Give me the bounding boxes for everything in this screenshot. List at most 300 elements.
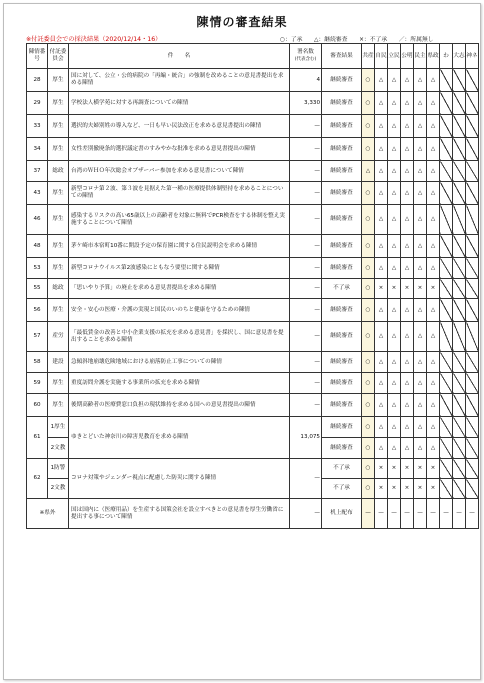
vote-cell: △	[401, 373, 414, 394]
result-cell: 継続審査	[322, 69, 362, 92]
subject-cell: 「最低賃金の改善と中小企業支援の拡充を求める意見書」を採択し、国に意見書を提出することを求める陳情	[69, 322, 290, 352]
vote-cell	[453, 205, 466, 235]
vote-cell	[466, 258, 479, 279]
vote-cell: ×	[427, 279, 440, 299]
vote-cell: △	[401, 352, 414, 373]
vote-cell: △	[414, 322, 427, 352]
committee-cell: 厚生	[48, 182, 69, 205]
vote-cell	[440, 438, 453, 459]
vote-cell: △	[401, 322, 414, 352]
vote-cell: △	[427, 299, 440, 322]
vote-cell: △	[414, 138, 427, 161]
vote-cell: △	[375, 138, 388, 161]
header-party-1: 自民	[375, 44, 388, 69]
header-subject: 件 名	[69, 44, 290, 69]
results-table	[26, 43, 479, 529]
legend: ○：了承 △：継続審査 ×：不了承 ／：所属無し	[280, 37, 434, 43]
committee-cell: 総政	[48, 161, 69, 182]
vote-cell: △	[388, 161, 401, 182]
subject-cell: 国に対して、公立・公的病院の「再編・統合」の強制を改めることの意見書提出を求める陳情	[69, 69, 290, 92]
vote-cell	[453, 258, 466, 279]
vote-cell: —	[453, 499, 466, 529]
table-row	[27, 161, 479, 182]
committee-cell: 厚生	[48, 115, 69, 138]
table-row	[27, 394, 479, 417]
header-result: 審査結果	[322, 44, 362, 69]
vote-cell: ×	[401, 459, 414, 479]
committee-cell: 厚生	[48, 138, 69, 161]
signatures-cell: —	[290, 258, 322, 279]
vote-cell: ×	[375, 279, 388, 299]
vote-cell	[453, 92, 466, 115]
table-row	[27, 279, 479, 299]
vote-cell	[440, 115, 453, 138]
vote-cell: △	[414, 373, 427, 394]
signatures-cell: —	[290, 115, 322, 138]
petition-number: 62	[27, 459, 48, 499]
committee-cell: 厚生	[48, 69, 69, 92]
result-cell: 継続審査	[322, 258, 362, 279]
vote-cell	[440, 138, 453, 161]
vote-cell: ○	[362, 352, 375, 373]
table-row	[27, 417, 479, 438]
subject-cell: 急傾斜地崩壊危険地域における崩落防止工事についての陳情	[69, 352, 290, 373]
vote-cell: △	[414, 69, 427, 92]
signatures-cell: —	[290, 322, 322, 352]
vote-cell: ○	[362, 235, 375, 258]
vote-cell: △	[401, 258, 414, 279]
header-party-6: わ	[440, 44, 453, 69]
vote-cell: —	[375, 499, 388, 529]
vote-cell: ×	[401, 479, 414, 499]
vote-cell: ×	[427, 459, 440, 479]
vote-cell	[466, 279, 479, 299]
vote-cell: △	[388, 394, 401, 417]
petition-number: 61	[27, 417, 48, 459]
vote-cell: △	[388, 138, 401, 161]
vote-cell: △	[401, 182, 414, 205]
vote-cell	[453, 138, 466, 161]
vote-cell: ×	[375, 479, 388, 499]
vote-cell: —	[440, 499, 453, 529]
vote-cell: △	[362, 161, 375, 182]
vote-cell: △	[427, 417, 440, 438]
vote-cell	[453, 438, 466, 459]
header-party-0: 共産	[362, 44, 375, 69]
result-cell: 不了承	[322, 479, 362, 499]
table-row	[27, 115, 479, 138]
header-party-2: 立民	[388, 44, 401, 69]
vote-cell: △	[388, 115, 401, 138]
vote-cell: ×	[388, 459, 401, 479]
vote-cell: △	[427, 69, 440, 92]
petition-number: 34	[27, 138, 48, 161]
result-cell: 継続審査	[322, 205, 362, 235]
vote-cell	[440, 322, 453, 352]
signatures-cell: —	[290, 205, 322, 235]
vote-cell: ×	[388, 279, 401, 299]
vote-cell: △	[388, 258, 401, 279]
signatures-cell: —	[290, 182, 322, 205]
vote-cell: △	[388, 438, 401, 459]
vote-cell: △	[401, 205, 414, 235]
vote-cell	[453, 373, 466, 394]
petition-number: 29	[27, 92, 48, 115]
vote-cell: △	[427, 115, 440, 138]
vote-cell: ×	[414, 279, 427, 299]
vote-cell: △	[375, 92, 388, 115]
vote-cell: ×	[427, 479, 440, 499]
vote-cell	[440, 459, 453, 479]
vote-cell: —	[427, 499, 440, 529]
vote-cell	[453, 417, 466, 438]
vote-cell	[466, 438, 479, 459]
signatures-cell: —	[290, 235, 322, 258]
vote-cell: △	[388, 92, 401, 115]
signatures-cell: 13,075	[290, 417, 322, 459]
signatures-cell: —	[290, 373, 322, 394]
vote-cell	[440, 69, 453, 92]
vote-cell: ○	[362, 182, 375, 205]
vote-cell: ×	[401, 279, 414, 299]
vote-cell	[453, 279, 466, 299]
petition-number: 37	[27, 161, 48, 182]
vote-cell: △	[388, 182, 401, 205]
signatures-cell: —	[290, 161, 322, 182]
vote-cell: ○	[362, 205, 375, 235]
table-row	[27, 235, 479, 258]
subject-cell: コロナ対策やジェンダー視点に配慮した防災に関する陳情	[69, 459, 290, 499]
signatures-cell: —	[290, 279, 322, 299]
table-row	[27, 459, 479, 479]
vote-cell	[440, 161, 453, 182]
vote-cell: △	[388, 299, 401, 322]
vote-cell	[453, 352, 466, 373]
petition-number: ※県外	[27, 499, 69, 529]
header-party-7: 大志	[453, 44, 466, 69]
vote-cell	[466, 417, 479, 438]
result-cell: 継続審査	[322, 438, 362, 459]
vote-cell	[440, 299, 453, 322]
vote-cell: △	[401, 138, 414, 161]
vote-cell: △	[375, 69, 388, 92]
vote-cell: △	[414, 394, 427, 417]
vote-cell: △	[401, 299, 414, 322]
vote-cell: △	[427, 92, 440, 115]
vote-cell: △	[414, 352, 427, 373]
subject-cell: 女性差別撤廃条約選択議定書のすみやかな批准を求める意見書提出の陳情	[69, 138, 290, 161]
vote-cell: △	[427, 394, 440, 417]
committee-cell: 建設	[48, 352, 69, 373]
vote-cell: ○	[362, 479, 375, 499]
signatures-cell: —	[290, 499, 322, 529]
vote-cell: ×	[388, 479, 401, 499]
vote-cell: △	[401, 92, 414, 115]
vote-cell	[453, 322, 466, 352]
vote-cell: △	[427, 182, 440, 205]
table-row	[27, 352, 479, 373]
vote-cell	[466, 394, 479, 417]
committee-cell: 厚生	[48, 92, 69, 115]
vote-cell: △	[375, 115, 388, 138]
committee-cell: 厚生	[48, 299, 69, 322]
vote-cell: △	[388, 69, 401, 92]
petition-number: 48	[27, 235, 48, 258]
subject-cell: 「思いやり予算」の廃止を求める意見書提出を求める陳情	[69, 279, 290, 299]
petition-number: 58	[27, 352, 48, 373]
committee-cell: 厚生	[48, 235, 69, 258]
table-row	[27, 322, 479, 352]
subject-cell: 安全・安心の医療・介護の実現と国民のいのちと健康を守るための陳情	[69, 299, 290, 322]
vote-cell	[440, 235, 453, 258]
vote-cell: △	[375, 258, 388, 279]
vote-cell: △	[388, 322, 401, 352]
committee-cell: 厚生	[48, 373, 69, 394]
vote-cell	[440, 479, 453, 499]
committee-cell: 厚生	[48, 258, 69, 279]
vote-cell: △	[414, 115, 427, 138]
vote-cell	[466, 69, 479, 92]
vote-cell	[440, 205, 453, 235]
vote-cell: ○	[362, 459, 375, 479]
header-signatures: 署名数 (代表含む)	[290, 44, 322, 69]
vote-cell	[453, 394, 466, 417]
subject-cell: 国は国内に（医療用品）を生産する国策会社を設立すべきとの意見書を厚生労働省に提出する事について陳情	[69, 499, 290, 529]
vote-cell	[440, 373, 453, 394]
vote-cell	[466, 459, 479, 479]
subject-cell: 台湾のＷＨＯ年次総会オブザーバー参加を求める意見書について陳情	[69, 161, 290, 182]
vote-cell: △	[375, 205, 388, 235]
vote-cell: △	[427, 352, 440, 373]
vote-cell: —	[466, 499, 479, 529]
vote-cell: △	[414, 182, 427, 205]
vote-cell: △	[427, 205, 440, 235]
vote-cell: △	[375, 322, 388, 352]
vote-cell: △	[401, 394, 414, 417]
vote-cell: △	[388, 373, 401, 394]
vote-cell: ○	[362, 394, 375, 417]
vote-cell	[453, 69, 466, 92]
vote-cell	[466, 182, 479, 205]
vote-cell: △	[414, 92, 427, 115]
vote-cell	[466, 92, 479, 115]
committee-cell: 2文教	[48, 438, 69, 459]
vote-cell	[466, 161, 479, 182]
signatures-cell: —	[290, 138, 322, 161]
result-cell: 継続審査	[322, 322, 362, 352]
vote-cell: △	[388, 352, 401, 373]
vote-cell: ○	[362, 299, 375, 322]
vote-cell: △	[414, 438, 427, 459]
vote-cell: —	[388, 499, 401, 529]
vote-cell	[453, 115, 466, 138]
vote-cell	[440, 352, 453, 373]
vote-cell: △	[427, 235, 440, 258]
vote-cell: ○	[362, 115, 375, 138]
vote-cell: △	[427, 322, 440, 352]
result-cell: 継続審査	[322, 352, 362, 373]
petition-number: 53	[27, 258, 48, 279]
vote-cell: ○	[362, 92, 375, 115]
subject-cell: ゆきとどいた神奈川の障害児教育を求める陳情	[69, 417, 290, 459]
result-cell: 継続審査	[322, 235, 362, 258]
vote-cell: △	[375, 438, 388, 459]
vote-cell: ○	[362, 373, 375, 394]
subtitle: ※付託委員会での採決結果（2020/12/14・16）	[26, 36, 162, 43]
table-row	[27, 499, 479, 529]
vote-cell	[466, 205, 479, 235]
result-cell: 継続審査	[322, 417, 362, 438]
page-title: 陳情の審査結果	[196, 15, 288, 29]
header-no: 陳情番号	[27, 44, 48, 69]
vote-cell	[453, 459, 466, 479]
committee-cell: 総政	[48, 279, 69, 299]
vote-cell: △	[427, 258, 440, 279]
header-party-5: 県政	[427, 44, 440, 69]
petition-number: 43	[27, 182, 48, 205]
table-row	[27, 299, 479, 322]
header-row	[27, 44, 479, 69]
result-cell: 継続審査	[322, 161, 362, 182]
vote-cell	[466, 322, 479, 352]
vote-cell	[466, 479, 479, 499]
petition-number: 60	[27, 394, 48, 417]
vote-cell: △	[401, 235, 414, 258]
table-row	[27, 258, 479, 279]
petition-number: 56	[27, 299, 48, 322]
vote-cell: △	[401, 69, 414, 92]
vote-cell: ×	[414, 479, 427, 499]
vote-cell	[453, 299, 466, 322]
petition-number: 59	[27, 373, 48, 394]
vote-cell	[440, 182, 453, 205]
committee-cell: 2文教	[48, 479, 69, 499]
result-cell: 継続審査	[322, 115, 362, 138]
signatures-cell: 3,330	[290, 92, 322, 115]
signatures-cell: —	[290, 352, 322, 373]
result-cell: 継続審査	[322, 299, 362, 322]
vote-cell: △	[375, 182, 388, 205]
vote-cell: △	[414, 299, 427, 322]
vote-cell: △	[375, 161, 388, 182]
vote-cell: ○	[362, 417, 375, 438]
vote-cell	[466, 115, 479, 138]
result-cell: 机上配布	[322, 499, 362, 529]
vote-cell: ×	[414, 459, 427, 479]
result-cell: 不了承	[322, 459, 362, 479]
vote-cell: △	[414, 205, 427, 235]
vote-cell: △	[401, 438, 414, 459]
vote-cell: ○	[362, 138, 375, 161]
vote-cell	[466, 299, 479, 322]
committee-cell: 厚生	[48, 205, 69, 235]
vote-cell: —	[362, 499, 375, 529]
vote-cell: △	[388, 235, 401, 258]
subject-cell: 重度訪問介護を実施する事業所の拡充を求める陳情	[69, 373, 290, 394]
result-cell: 継続審査	[322, 394, 362, 417]
vote-cell: ○	[362, 438, 375, 459]
vote-cell: △	[427, 438, 440, 459]
vote-cell: △	[375, 299, 388, 322]
petition-number: 57	[27, 322, 48, 352]
result-cell: 継続審査	[322, 373, 362, 394]
signatures-cell: 4	[290, 69, 322, 92]
vote-cell: △	[401, 115, 414, 138]
subject-cell: 学校法人横学苑に対する再調査についての陳情	[69, 92, 290, 115]
vote-cell: —	[414, 499, 427, 529]
signatures-cell: —	[290, 394, 322, 417]
vote-cell: △	[427, 138, 440, 161]
vote-cell	[440, 394, 453, 417]
result-cell: 継続審査	[322, 92, 362, 115]
table-row	[27, 92, 479, 115]
subject-cell: 感染するリスクの高い65歳以上の高齢者を対象に無料でPCR検査をする体制を整え実施することについて陳情	[69, 205, 290, 235]
subject-cell: 茅ケ崎市本宿町10番に開設予定の保育園に関する住民説明会を求める陳情	[69, 235, 290, 258]
vote-cell: ○	[362, 69, 375, 92]
petition-number: 28	[27, 69, 48, 92]
vote-cell: △	[427, 161, 440, 182]
table-row	[27, 69, 479, 92]
vote-cell	[466, 373, 479, 394]
vote-cell: ○	[362, 258, 375, 279]
vote-cell	[453, 235, 466, 258]
vote-cell: △	[388, 205, 401, 235]
vote-cell: ○	[362, 279, 375, 299]
vote-cell: △	[427, 373, 440, 394]
committee-cell: 厚生	[48, 394, 69, 417]
committee-cell: 産労	[48, 322, 69, 352]
vote-cell: △	[401, 161, 414, 182]
vote-cell	[453, 479, 466, 499]
vote-cell: △	[388, 417, 401, 438]
signatures-cell: —	[290, 459, 322, 499]
vote-cell: △	[414, 417, 427, 438]
vote-cell: ○	[362, 322, 375, 352]
petition-number: 55	[27, 279, 48, 299]
vote-cell: △	[401, 417, 414, 438]
vote-cell: △	[375, 394, 388, 417]
vote-cell: △	[375, 352, 388, 373]
table-row	[27, 138, 479, 161]
subject-cell: 新型コロナウイルス第2波感染にともなう要望に関する陳情	[69, 258, 290, 279]
vote-cell: △	[375, 373, 388, 394]
vote-cell	[440, 279, 453, 299]
vote-cell	[453, 182, 466, 205]
committee-cell: 1防警	[48, 459, 69, 479]
vote-cell: △	[375, 417, 388, 438]
table-row	[27, 182, 479, 205]
vote-cell	[440, 92, 453, 115]
signatures-cell: —	[290, 299, 322, 322]
result-cell: 不了承	[322, 279, 362, 299]
vote-cell: ×	[375, 459, 388, 479]
header-party-4: 民主	[414, 44, 427, 69]
petition-number: 46	[27, 205, 48, 235]
header-committee: 付託委員会	[48, 44, 69, 69]
table-row	[27, 373, 479, 394]
vote-cell	[453, 161, 466, 182]
vote-cell	[466, 235, 479, 258]
vote-cell: —	[401, 499, 414, 529]
petition-number: 33	[27, 115, 48, 138]
vote-cell	[466, 352, 479, 373]
vote-cell: △	[414, 235, 427, 258]
subject-cell: 選択的夫婦別姓の導入など、一日も早い民法改正を求める意見書提出の陳情	[69, 115, 290, 138]
result-cell: 継続審査	[322, 182, 362, 205]
table-row	[27, 205, 479, 235]
vote-cell	[440, 417, 453, 438]
result-cell: 継続審査	[322, 138, 362, 161]
